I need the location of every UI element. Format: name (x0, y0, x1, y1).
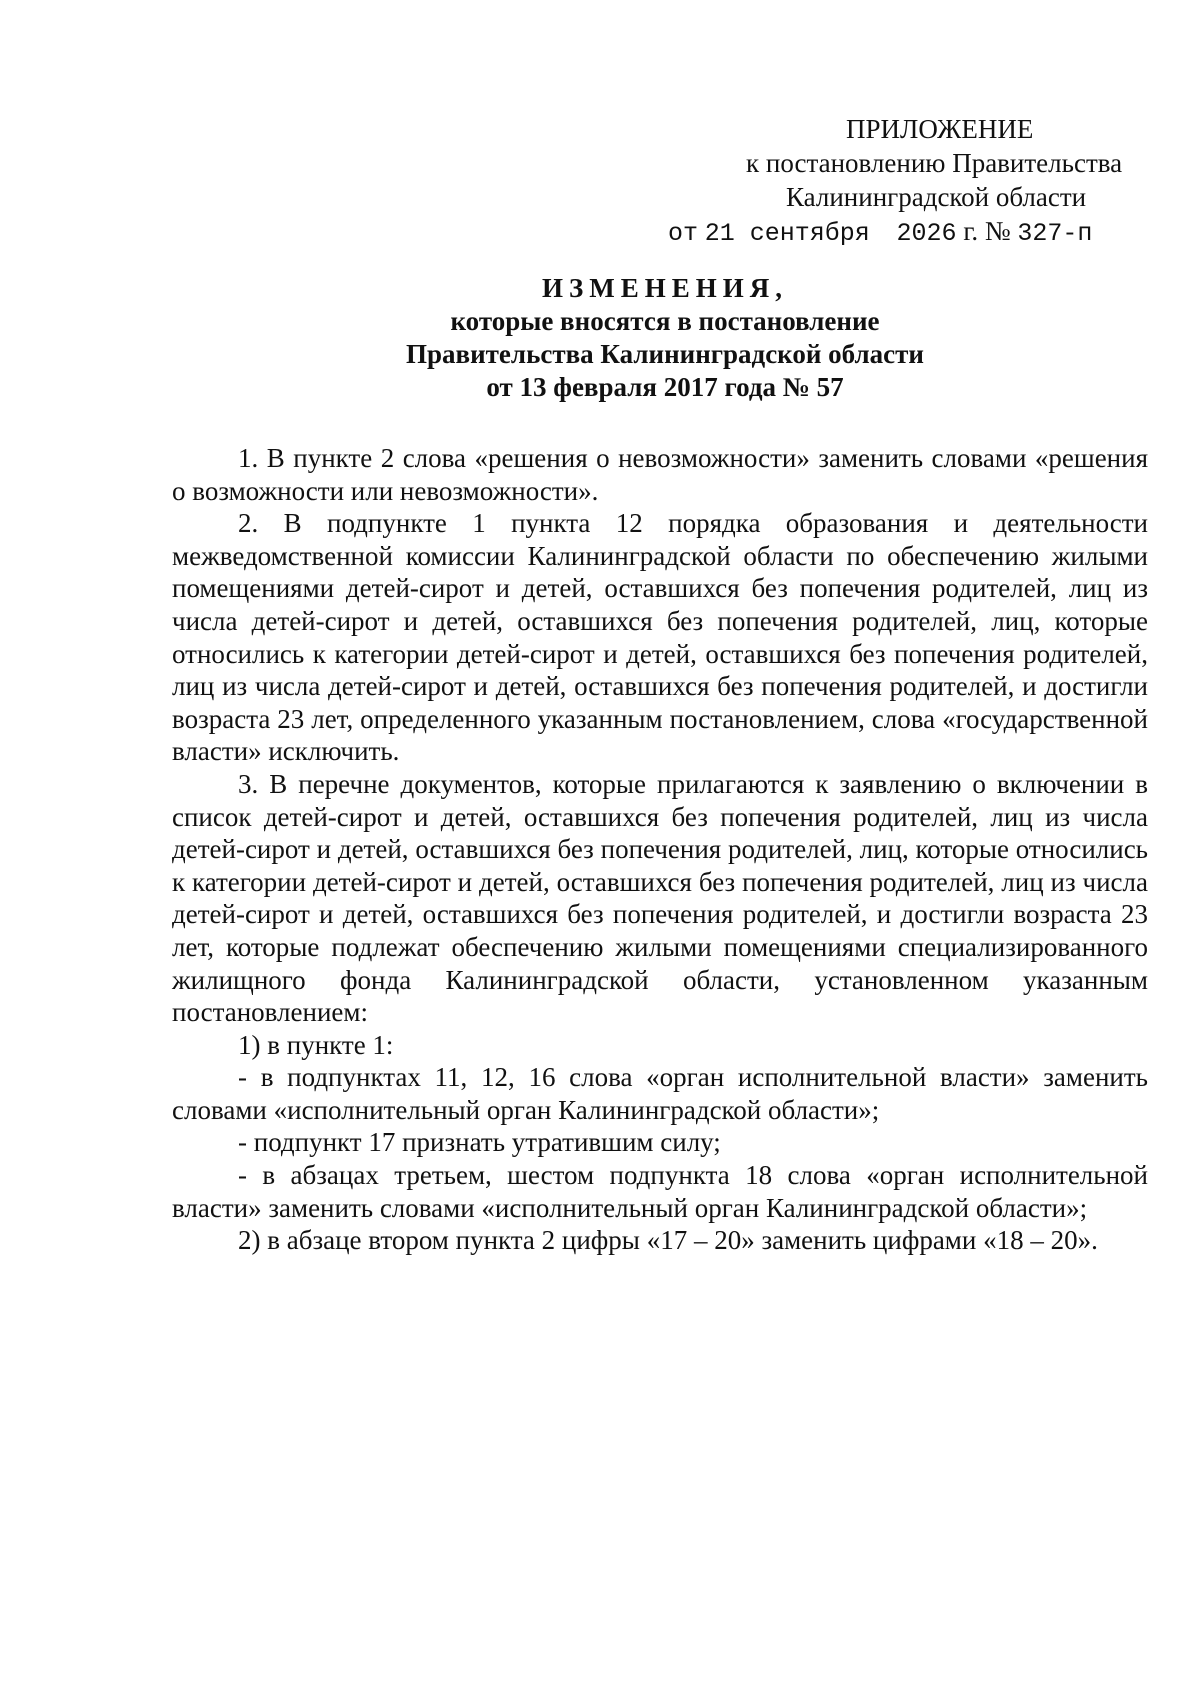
appendix-resolution-line: к постановлению Правительства (746, 148, 1123, 178)
heading-date-line: от 13 февраля 2017 года № 57 (486, 372, 844, 402)
paragraph-3: 3. В перечне документов, которые прилагаются к заявлению о включении в список детей-сирот и детей, оставшихся без попечения родителей, лиц из числа детей-сирот и детей, оставшихся без попечения родителей, лиц, которые относились к категории детей-сирот и детей, оставшихся без попечения родителей, лиц из числа детей-сирот и детей, оставшихся без попечения родителей, и достигли возраста 23 лет, которые подлежат обеспечению жилыми помещениями специализированного жилищного фонда Калининградской области, установленном указанным постановлением: (172, 768, 1148, 1028)
document-heading (170, 272, 1160, 404)
appendix-date-prefix: от (668, 219, 699, 248)
appendix-title: ПРИЛОЖЕНИЕ (846, 114, 1034, 144)
appendix-date-number-line (668, 214, 1092, 251)
paragraph-2: 2. В подпункте 1 пункта 12 порядка образования и деятельности межведомственной комиссии Калининградской области по обеспечению жилыми помещениями детей-сирот и детей, оставшихся без попечения родителей, лиц из числа детей-сирот и детей, оставшихся без попечения родителей, лиц, которые относились к категории детей-сирот и детей, оставшихся без попечения родителей, лиц из числа детей-сирот и детей, оставшихся без попечения родителей, и достигли возраста 23 лет, определенного указанным постановлением, слова «государственной власти» исключить. (172, 508, 1148, 767)
paragraph-3-item-1: 1) в пункте 1: (238, 1029, 394, 1060)
paragraph-3-item-2: 2) в абзаце втором пункта 2 цифры «17 – 20» заменить цифрами «18 – 20». (238, 1225, 1098, 1256)
appendix-year-suffix: г. № (963, 216, 1011, 246)
paragraph-1: 1. В пункте 2 слова «решения о невозможности» заменить словами «решения о возможности или невозможности». (172, 443, 1148, 506)
document-body (172, 442, 1148, 1257)
paragraph-3-item-1-bullet-2: - подпункт 17 признать утратившим силу; (238, 1127, 721, 1158)
appendix-date: 21 сентября (704, 219, 870, 248)
heading-subtitle: которые вносятся в постановление (450, 306, 880, 336)
appendix-region-line: Калининградской области (786, 182, 1087, 212)
appendix-year: 2026 (896, 219, 957, 248)
paragraph-3-item-1-bullet-3: - в абзацах третьем, шестом подпункта 18 слова «орган исполнительной власти» заменить словами «исполнительный орган Калининградской области»; (172, 1160, 1148, 1223)
heading-title: ИЗМЕНЕНИЯ, (541, 273, 788, 303)
heading-government-line: Правительства Калининградской области (406, 339, 924, 369)
paragraph-3-item-1-bullet-1: - в подпунктах 11, 12, 16 слова «орган исполнительной власти» заменить словами «исполнительный орган Калининградской области»; (172, 1062, 1148, 1125)
appendix-number: 327-п (1017, 219, 1093, 248)
